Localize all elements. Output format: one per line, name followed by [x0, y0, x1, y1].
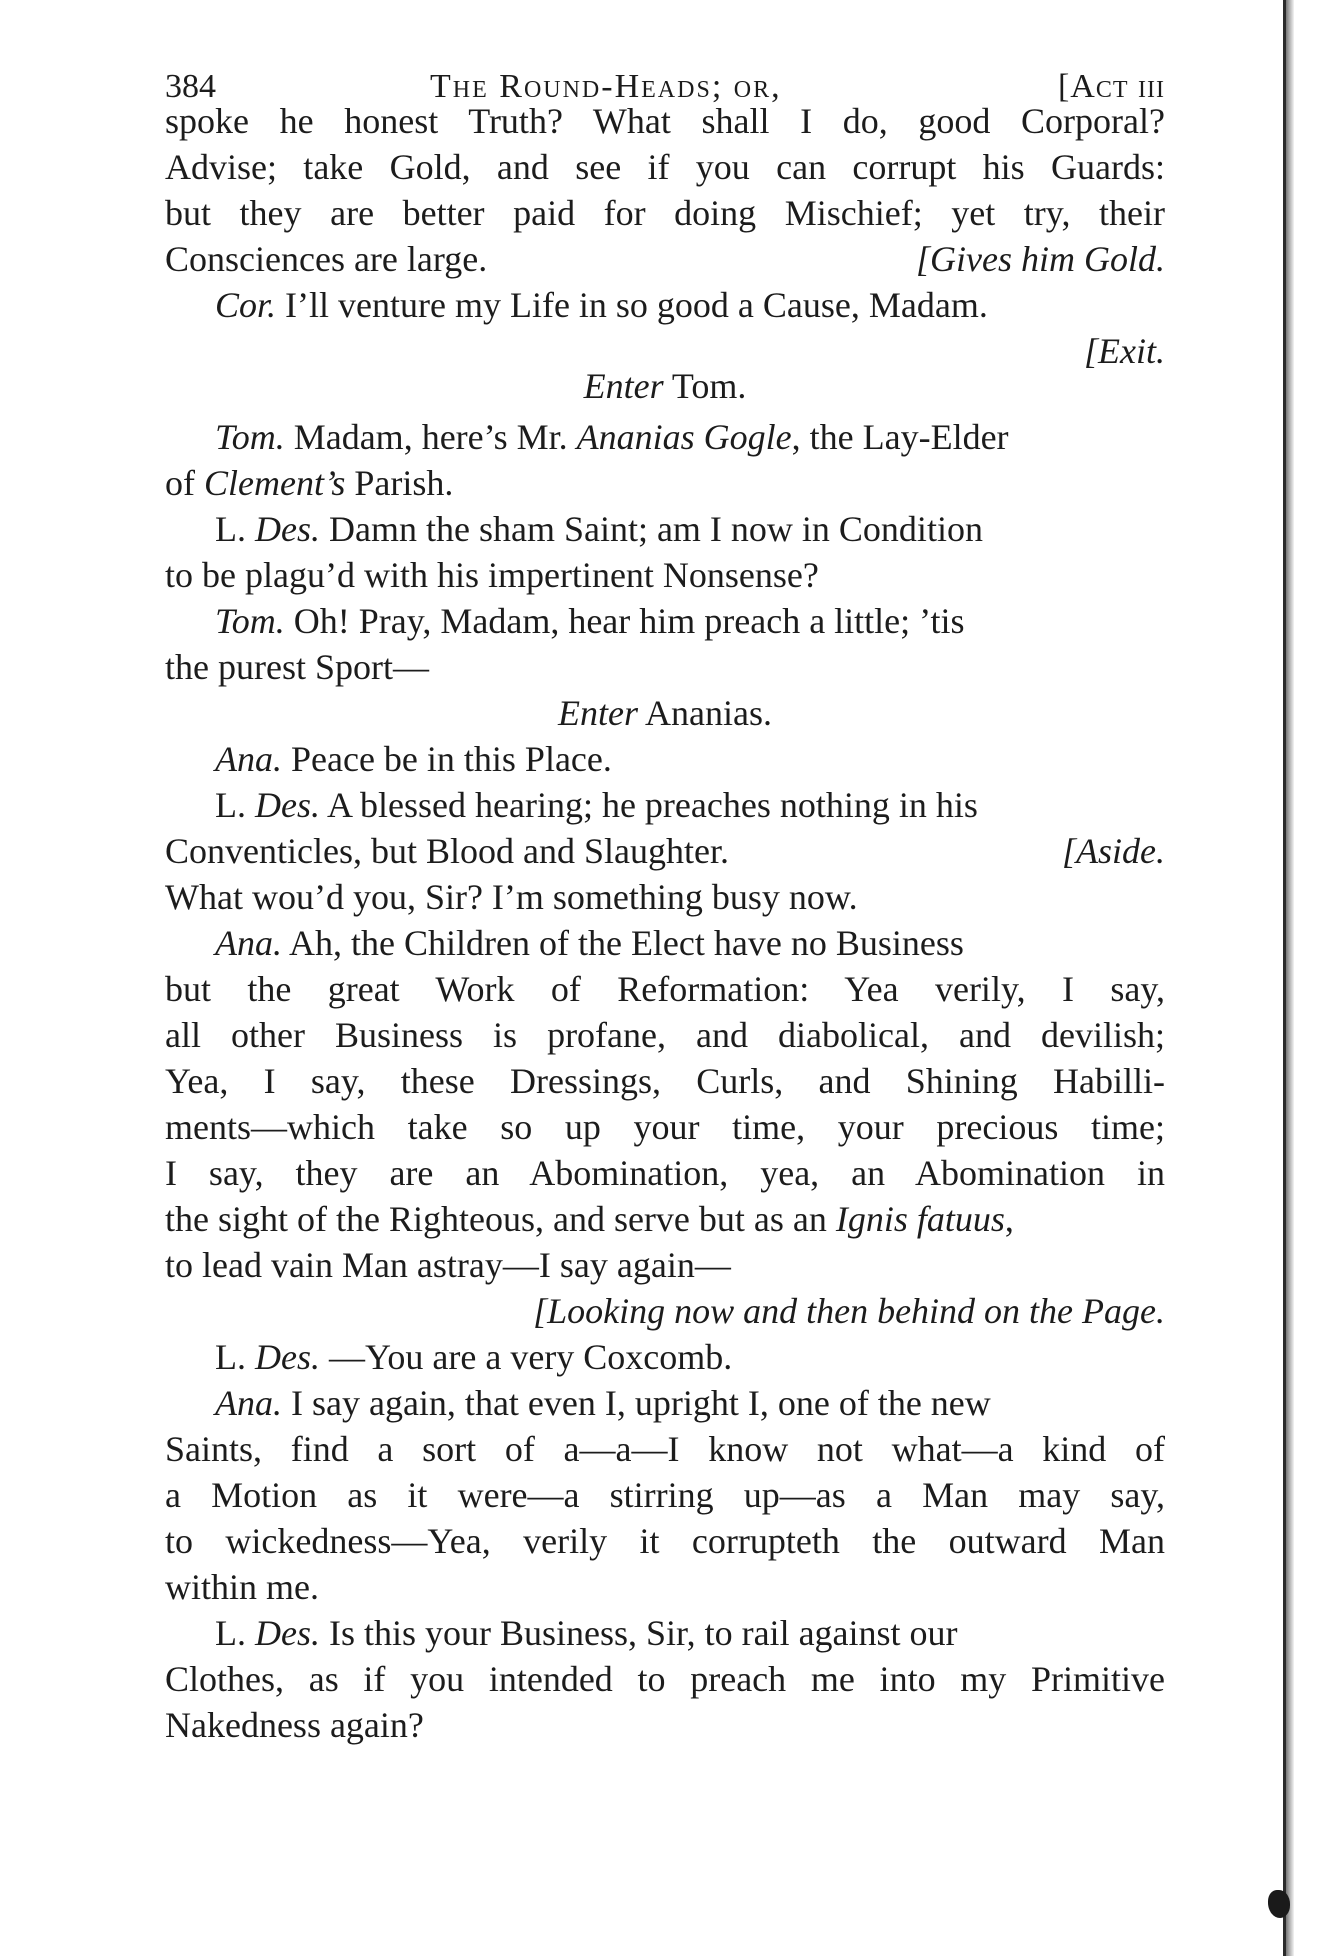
speech-text: Oh! Pray, Madam, hear him preach a little; ’tis — [284, 601, 965, 641]
speech-text: Ah, the Children of the Elect have no Business — [282, 923, 964, 963]
text-line: Clothes, as if you intended to preach me into my Primitive — [165, 1659, 1165, 1699]
speaker: Tom. — [215, 417, 285, 457]
speech-text: Peace be in this Place. — [282, 739, 612, 779]
speaker: L. — [215, 509, 255, 549]
speech-text: Madam, here’s Mr. — [284, 417, 577, 457]
text-line: but they are better paid for doing Mischief; yet try, their — [165, 193, 1165, 233]
stage-direction: [Aside. — [1062, 831, 1165, 871]
speech-line — [165, 782, 1165, 828]
speaker: Des. — [255, 785, 320, 825]
speech-line — [165, 1380, 1165, 1426]
text-line: but the great Work of Reformation: Yea verily, I say, — [165, 969, 1165, 1009]
speaker: Ana. — [215, 923, 282, 963]
text-line: a Motion as it were—a stirring up—as a Man may say, — [165, 1475, 1165, 1515]
text-line: to wickedness—Yea, verily it corrupteth the outward Man — [165, 1521, 1165, 1561]
text-line: Advise; take Gold, and see if you can corrupt his Guards: — [165, 147, 1165, 187]
speaker: L. — [215, 785, 255, 825]
speaker: Tom. — [215, 601, 285, 641]
speech-text: Damn the sham Saint; am I now in Condition — [320, 509, 983, 549]
speech-line — [165, 736, 1165, 782]
line-text: , — [1004, 1199, 1014, 1239]
speech-text: Is this your Business, Sir, to rail against our — [320, 1613, 958, 1653]
speaker: L. — [215, 1613, 255, 1653]
speaker: Des. — [255, 1613, 320, 1653]
stage-direction: [Gives him Gold. — [916, 239, 1165, 279]
stage-direction-verb: Enter — [558, 693, 638, 733]
speech-text: I say again, that even I, upright I, one of the new — [282, 1383, 991, 1423]
speaker: L. — [215, 1337, 255, 1377]
text-line: the purest Sport— — [165, 647, 429, 687]
running-title: The Round-Heads; or, — [430, 68, 782, 105]
text-line: spoke he honest Truth? What shall I do, good Corporal? — [165, 101, 1165, 141]
speech-line — [165, 1610, 1165, 1656]
act-indicator: [Act iii — [1057, 68, 1165, 105]
speaker: Cor. — [215, 285, 277, 325]
line-text: Parish. — [345, 463, 454, 503]
speech-text: , the Lay-Elder — [791, 417, 1009, 457]
latin-phrase: Ignis fatuus — [835, 1199, 1005, 1239]
character-name: Ananias. — [638, 693, 772, 733]
speech-line — [165, 920, 1165, 966]
text-line: What wou’d you, Sir? I’m something busy now. — [165, 877, 858, 917]
speech-line — [165, 598, 1165, 644]
speaker: Ana. — [215, 1383, 282, 1423]
binding-shadow — [1286, 0, 1294, 1956]
stage-direction — [165, 363, 1165, 409]
text-line: Yea, I say, these Dressings, Curls, and Shining Habilli- — [165, 1061, 1165, 1101]
line-text: Conventicles, but Blood and Slaughter. — [165, 831, 729, 871]
character-name: Ananias Gogle — [576, 417, 792, 457]
stage-direction: [Exit. — [1084, 331, 1165, 371]
text-line: within me. — [165, 1567, 319, 1607]
text-line: Nakedness again? — [165, 1705, 424, 1745]
text-line: I say, they are an Abomination, yea, an Abomination in — [165, 1153, 1165, 1193]
speech-line — [165, 506, 1165, 552]
speaker: Des. — [255, 1337, 320, 1377]
speaker: Ana. — [215, 739, 282, 779]
text-line — [165, 1196, 1165, 1242]
character-name: Tom. — [663, 366, 747, 406]
speech-line — [165, 414, 1165, 460]
speaker: Des. — [255, 509, 320, 549]
text-line: ments—which take so up your time, your precious time; — [165, 1107, 1165, 1147]
stage-direction-verb: Enter — [583, 366, 664, 406]
text-line — [165, 236, 1165, 282]
text-line: to be plagu’d with his impertinent Nonsense? — [165, 555, 819, 595]
speech-line — [165, 282, 1165, 328]
text-line: all other Business is profane, and diabolical, and devilish; — [165, 1015, 1165, 1055]
line-text: of — [165, 463, 204, 503]
speech-text: —You are a very Coxcomb. — [320, 1337, 733, 1377]
stage-direction — [165, 690, 1165, 736]
speech-line — [165, 1334, 1165, 1380]
speech-text: A blessed hearing; he preaches nothing in his — [320, 785, 978, 825]
text-line — [165, 828, 1165, 874]
page-number: 384 — [165, 68, 216, 105]
line-text: Consciences are large. — [165, 239, 488, 279]
stage-direction: [Looking now and then behind on the Page. — [533, 1291, 1165, 1331]
text-line: to lead vain Man astray—I say again— — [165, 1245, 731, 1285]
speech-text: I’ll venture my Life in so good a Cause, Madam. — [276, 285, 988, 325]
ink-blot — [1268, 1890, 1290, 1918]
text-line: Saints, find a sort of a—a—I know not what—a kind of — [165, 1429, 1165, 1469]
text-line — [165, 460, 1165, 506]
place-name: Clement’s — [204, 463, 346, 503]
line-text: the sight of the Righteous, and serve but as an — [165, 1199, 836, 1239]
